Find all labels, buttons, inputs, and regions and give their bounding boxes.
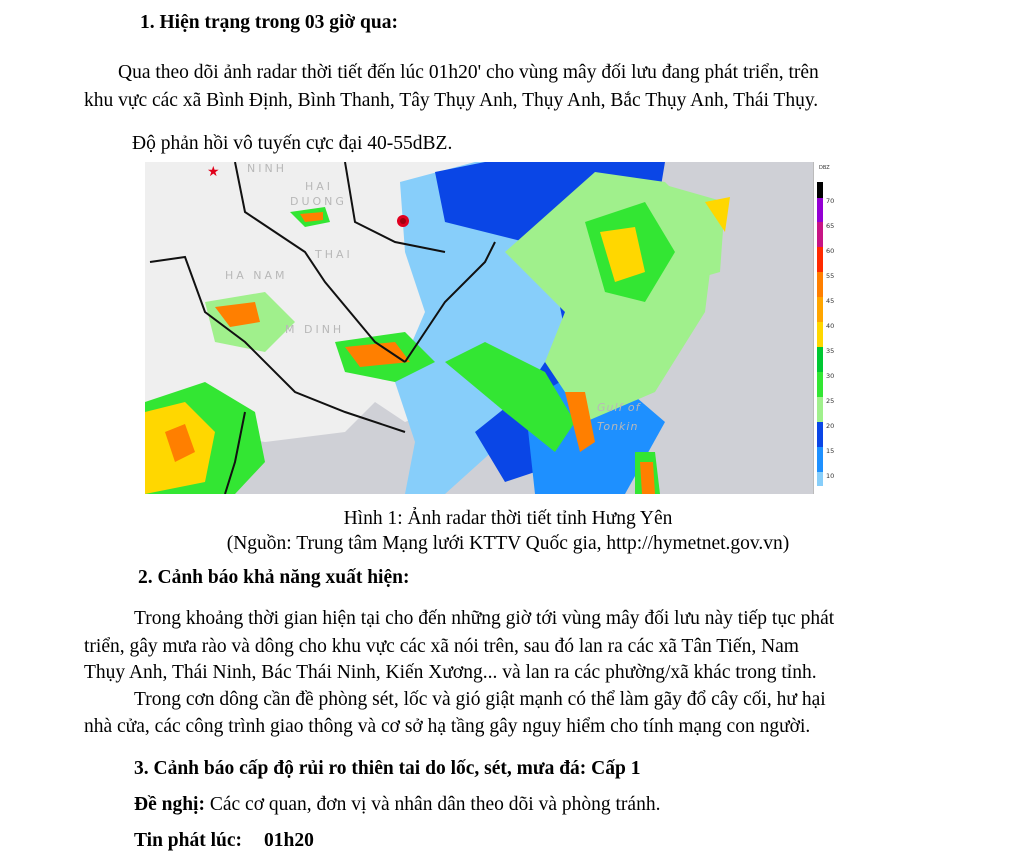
legend-unit: DBZ (819, 165, 830, 171)
recommend-label: Đề nghị: (134, 794, 205, 815)
section2-para1-line2: triển, gây mưa rào và dông cho khu vực các xã nói trên, sau đó lan ra các xã Tân Tiến, Nam (84, 636, 799, 657)
issued-label: Tin phát lúc: (134, 830, 243, 851)
radar-map-graphic (145, 162, 813, 494)
figure-source: (Nguồn: Trung tâm Mạng lưới KTTV Quốc gia, http://hymetnet.gov.vn) (226, 533, 790, 554)
section2-para2-line1: Trong cơn dông cần đề phòng sét, lốc và gió giật mạnh có thể làm gãy đổ cây cối, hư hại (134, 689, 826, 710)
reflectivity-text: Độ phản hồi vô tuyến cực đại 40-55dBZ. (132, 133, 453, 154)
map-label-gulf: Gulf of (597, 401, 641, 414)
map-label-nam-dinh: M DINH (285, 323, 345, 336)
star-marker-icon: ★ (207, 165, 220, 180)
map-label-ha-nam: HA NAM (225, 269, 288, 282)
map-label-thai: THAI (315, 248, 353, 261)
section1-para-line2: khu vực các xã Bình Định, Bình Thanh, Tây Thụy Anh, Thụy Anh, Bắc Thụy Anh, Thái Thụy. (84, 90, 819, 111)
section1-para-line1: Qua theo dõi ảnh radar thời tiết đến lúc 01h20' cho vùng mây đối lưu đang phát triển, trên (118, 62, 819, 83)
recommendation-line (134, 794, 660, 816)
radar-map-image (145, 162, 840, 494)
section2-heading: 2. Cảnh báo khả năng xuất hiện: (138, 567, 410, 588)
map-label-ninh: NINH (247, 162, 287, 175)
dbz-color-legend: DBZ 70 65 60 55 45 40 35 30 25 20 15 10 (813, 162, 840, 494)
figure-caption: Hình 1: Ảnh radar thời tiết tỉnh Hưng Yên (343, 508, 673, 529)
map-label-duong: DUONG (290, 195, 347, 208)
issued-time: 01h20 (264, 830, 314, 851)
section3-heading: 3. Cảnh báo cấp độ rủi ro thiên tai do lốc, sét, mưa đá: Cấp 1 (134, 758, 641, 779)
issued-line (134, 830, 314, 852)
map-label-tonkin: Tonkin (597, 420, 639, 433)
section2-para1-line3: Thụy Anh, Thái Ninh, Bác Thái Ninh, Kiến Xương... và lan ra các phường/xã khác trong tỉnh. (84, 662, 817, 683)
map-label-hai: HAI (305, 180, 334, 193)
section2-para2-line2: nhà cửa, các công trình giao thông và cơ sở hạ tầng gây nguy hiểm cho tính mạng con người. (84, 716, 811, 737)
recommend-text: Các cơ quan, đơn vị và nhân dân theo dõi và phòng tránh. (204, 794, 661, 815)
section2-para1-line1: Trong khoảng thời gian hiện tại cho đến những giờ tới vùng mây đối lưu này tiếp tục phát (134, 608, 835, 629)
section1-heading: 1. Hiện trạng trong 03 giờ qua: (140, 12, 398, 33)
